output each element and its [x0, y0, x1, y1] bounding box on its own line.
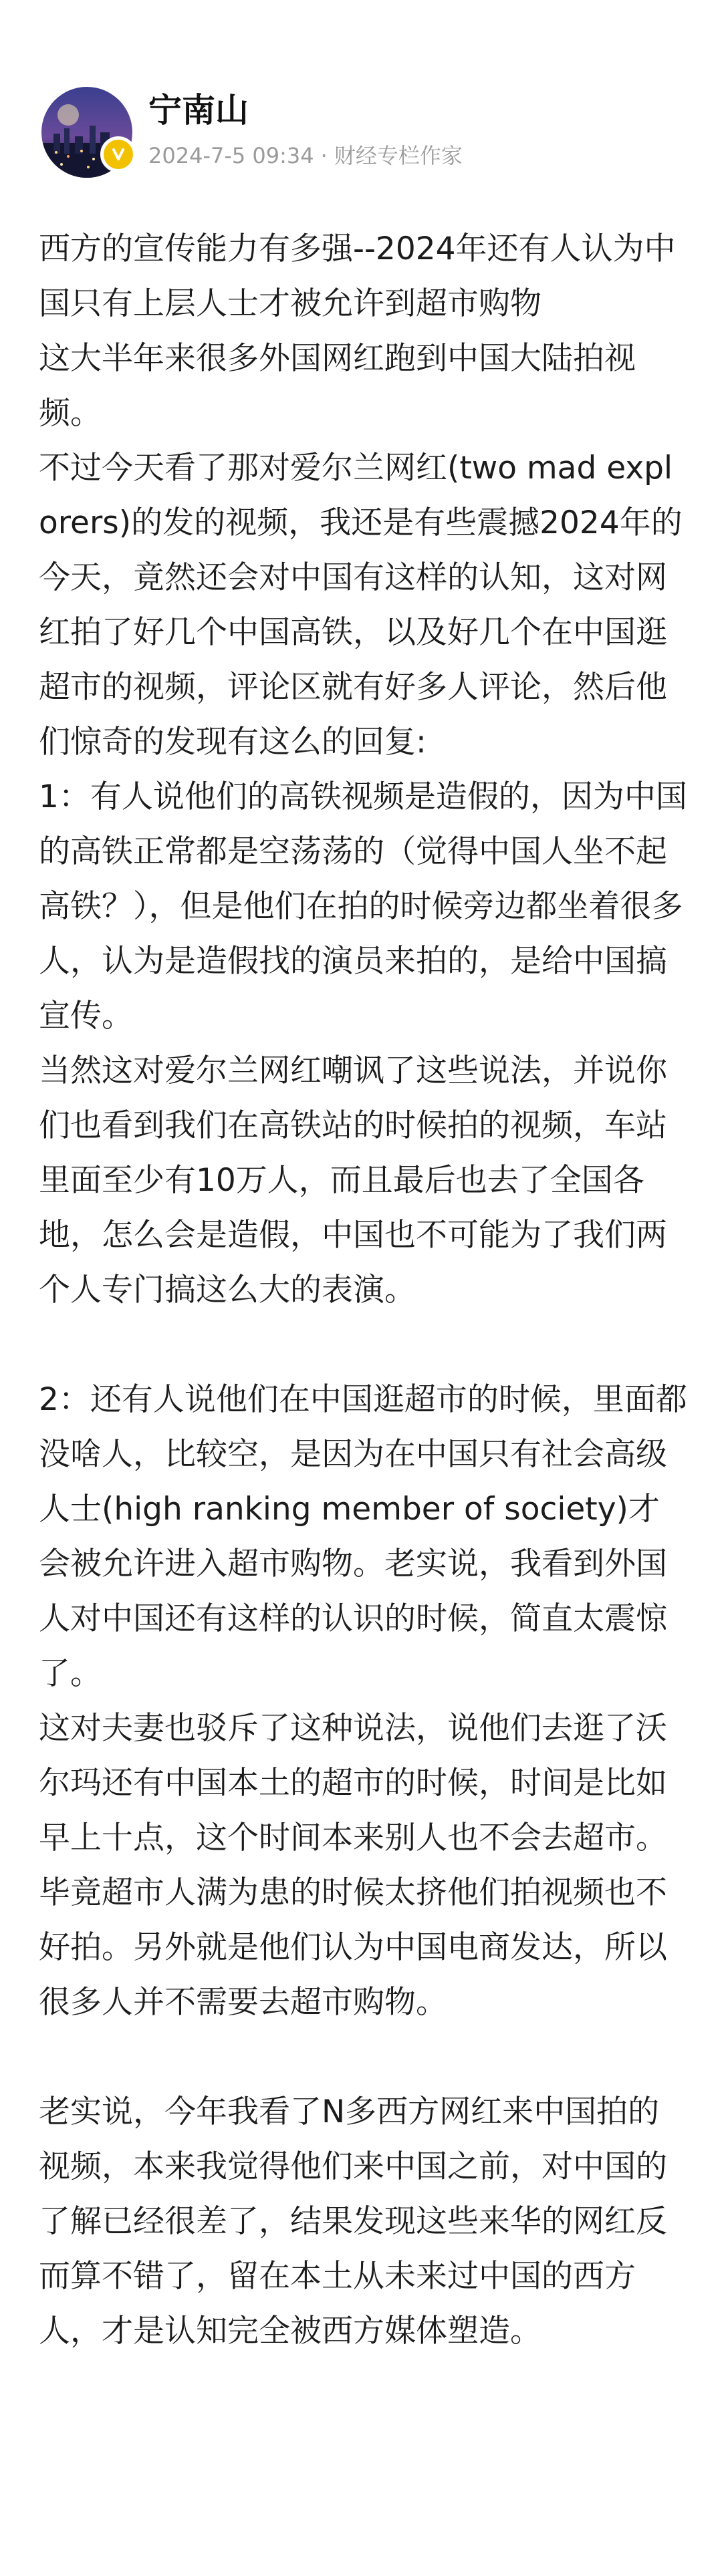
author-name[interactable]: 宁南山 [148, 91, 249, 130]
post-header [41, 79, 683, 186]
post-date: 2024-7-5 09:34 [148, 143, 314, 168]
post-meta [148, 140, 463, 171]
post-paragraph: 毕竟超市人满为患的时候太挤他们拍视频也不好拍。另外就是他们认为中国电商发达，所以很多人并不需要去超市购物。 [39, 1874, 667, 2021]
verified-badge-icon [100, 136, 136, 172]
post-paragraph: 西方的宣传能力有多强--2024年还有人认为中国只有上层人士才被允许到超市购物 [39, 231, 676, 322]
post-paragraph: 2：还有人说他们在中国逛超市的时候，里面都没啥人，比较空，是因为在中国只有社会高级人士(high ranking member of society)才会被允许进入超市购物。老实说，我看到外国人对中国还有这样的认识的时候，简直太震惊了。 [39, 1381, 687, 1692]
post-paragraph: 这对夫妻也驳斥了这种说法，说他们去逛了沃尔玛还有中国本土的超市的时候，时间是比如早上十点，这个时间本来别人也不会去超市。 [39, 1710, 667, 1856]
paragraph-spacer [39, 1318, 689, 1373]
post-paragraph: 这大半年来很多外国网红跑到中国大陆拍视频。 [39, 340, 636, 432]
author-role: 财经专栏作家 [334, 143, 463, 168]
post-paragraph: 当然这对爱尔兰网红嘲讽了这些说法，并说你们也看到我们在高铁站的时候拍的视频，车站里面至少有10万人，而且最后也去了全国各地，怎么会是造假，中国也不可能为了我们两个人专门搞这么大的表演。 [39, 1052, 667, 1308]
post-paragraph: 不过今天看了那对爱尔兰网红(two mad explorers)的发的视频，我还是有些震撼2024年的今天，竟然还会对中国有这样的认知，这对网红拍了好几个中国高铁，以及好几个在中国逛超市的视频，评论区就有好多人评论，然后他们惊奇的发现有这么的回复: [39, 450, 683, 760]
paragraph-spacer [39, 2030, 689, 2085]
meta-separator: · [320, 143, 328, 168]
post-paragraph: 老实说，今年我看了N多西方网红来中国拍的视频，本来我觉得他们来中国之前，对中国的了解已经很差了，结果发现这些来华的网红反而算不错了，留在本土从未来过中国的西方人，才是认知完全被西方媒体塑造。 [39, 2094, 667, 2349]
post-body [39, 222, 689, 2359]
post-paragraph: 1：有人说他们的高铁视频是造假的，因为中国的高铁正常都是空荡荡的（觉得中国人坐不起高铁？），但是他们在拍的时候旁边都坐着很多人，认为是造假找的演员来拍的，是给中国搞宣传。 [39, 778, 687, 1034]
